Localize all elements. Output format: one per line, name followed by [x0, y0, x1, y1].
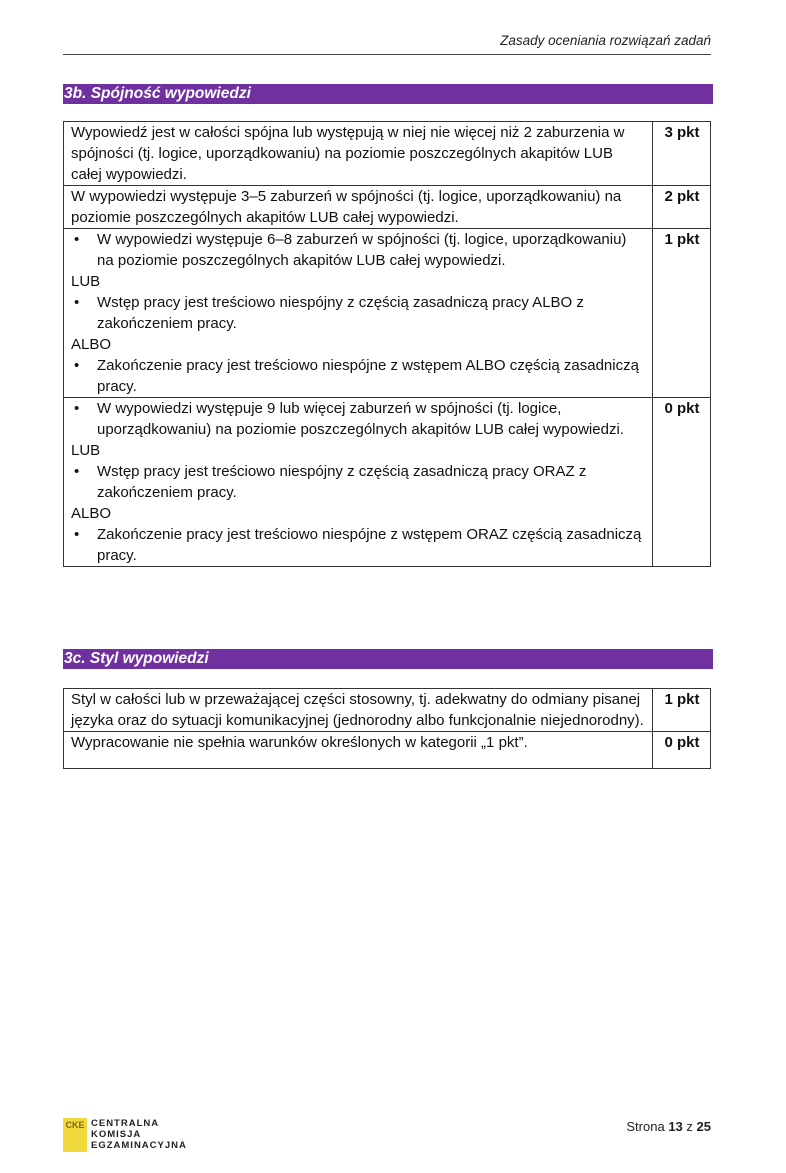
logo-line: CENTRALNA: [91, 1118, 160, 1129]
table-row: [64, 732, 711, 769]
bullet-list: [71, 461, 646, 503]
running-header: Zasady oceniania rozwiązań zadań: [500, 33, 711, 48]
bullet-list: [71, 355, 646, 397]
connector-text: LUB: [71, 273, 101, 290]
logo-line: EGZAMINACYJNA: [91, 1140, 187, 1151]
bullet-item: • Wstęp pracy jest treściowo niespójny z częścią zasadniczą pracy ORAZ z zakończeniem pracy.: [71, 461, 646, 503]
table-row: [64, 186, 711, 229]
bullet-item: • W wypowiedzi występuje 9 lub więcej zaburzeń w spójności (tj. logice, uporządkowaniu) na poziomie poszczególnych akapitów LUB całej wypowiedzi.: [71, 398, 646, 440]
cke-logo: [63, 1116, 263, 1156]
table-row: [64, 122, 711, 186]
criterion-text: Wypowiedź jest w całości spójna lub występują w niej nie więcej niż 2 zaburzenia w spójności (tj. logice, uporządkowaniu) na poziomie poszczególnych akapitów LUB całej wypowiedzi.: [64, 122, 653, 186]
criteria-table-3b: [63, 121, 711, 567]
table-row: [64, 689, 711, 732]
criteria-table-3c: [63, 688, 711, 769]
criterion-text: Wypracowanie nie spełnia warunków określonych w kategorii „1 pkt”.: [64, 732, 653, 769]
points-cell: 0 pkt: [653, 398, 711, 567]
points-cell: 0 pkt: [653, 732, 711, 769]
page-total: 25: [696, 1119, 711, 1134]
table-row: [64, 229, 711, 398]
bullet-list: [71, 292, 646, 334]
criterion-text: Styl w całości lub w przeważającej części stosowny, tj. adekwatny do odmiany pisanej języka oraz do sytuacji komunikacyjnej (jednorodny albo funkcjonalnie niejednorodny).: [64, 689, 653, 732]
header-rule: [63, 54, 711, 55]
bullet-item: • Zakończenie pracy jest treściowo niespójne z wstępem ORAZ częścią zasadniczą pracy.: [71, 524, 646, 566]
bullet-item: • Wstęp pracy jest treściowo niespójny z częścią zasadniczą pracy ALBO z zakończeniem pracy.: [71, 292, 646, 334]
bullet-list: [71, 229, 646, 271]
points-cell: 2 pkt: [653, 186, 711, 229]
bullet-list: [71, 524, 646, 566]
bullet-item: • Zakończenie pracy jest treściowo niespójne z wstępem ALBO częścią zasadniczą pracy.: [71, 355, 646, 397]
page-prefix: Strona: [626, 1119, 665, 1134]
points-cell: 1 pkt: [653, 229, 711, 398]
connector-text: ALBO: [71, 505, 112, 522]
logo-line: KOMISJA: [91, 1129, 142, 1140]
criterion-cell: [64, 229, 653, 398]
criterion-cell: [64, 398, 653, 567]
page-current: 13: [668, 1119, 683, 1134]
bullet-list: [71, 398, 646, 440]
section-title-3b: 3b. Spójność wypowiedzi: [63, 84, 713, 104]
cke-logo-icon: CKE: [63, 1118, 87, 1152]
logo-text: [91, 1118, 187, 1151]
points-cell: 1 pkt: [653, 689, 711, 732]
connector-text: LUB: [71, 442, 101, 459]
connector-text: ALBO: [71, 336, 112, 353]
points-cell: 3 pkt: [653, 122, 711, 186]
criterion-text: W wypowiedzi występuje 3–5 zaburzeń w spójności (tj. logice, uporządkowaniu) na poziomie poszczególnych akapitów LUB całej wypowiedzi.: [64, 186, 653, 229]
page-separator: z: [686, 1119, 693, 1134]
section-title-3c: 3c. Styl wypowiedzi: [63, 649, 713, 669]
bullet-item: • W wypowiedzi występuje 6–8 zaburzeń w spójności (tj. logice, uporządkowaniu) na poziomie poszczególnych akapitów LUB całej wypowiedzi.: [71, 229, 646, 271]
page-number: [626, 1119, 711, 1134]
table-row: [64, 398, 711, 567]
